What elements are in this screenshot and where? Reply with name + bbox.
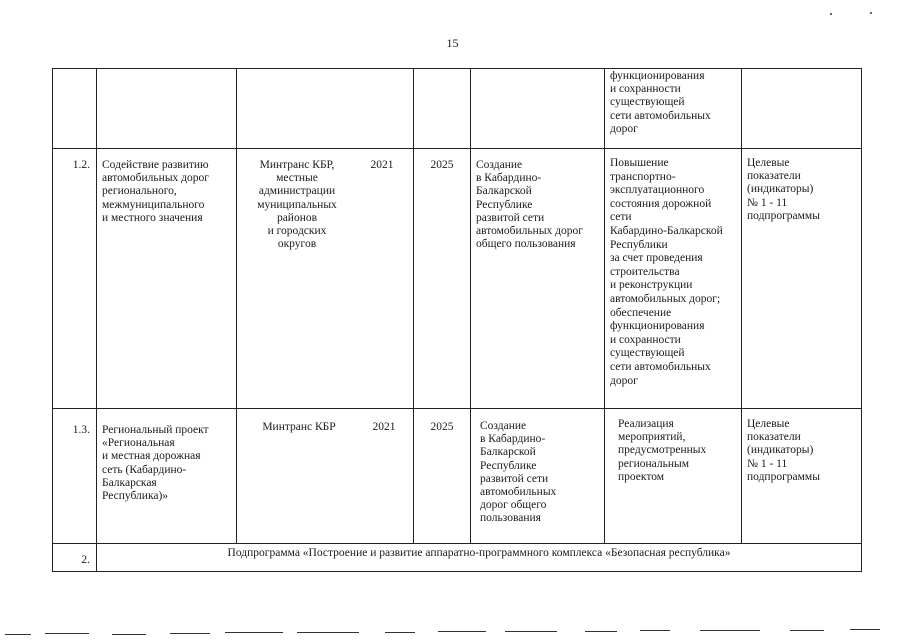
scan-edge-mark (5, 634, 31, 635)
scan-edge-mark (585, 631, 617, 632)
table-border-bottom (52, 571, 862, 572)
program-table (52, 68, 862, 572)
scan-edge-mark (700, 630, 760, 631)
scan-edge-mark (385, 632, 415, 633)
scan-edge-mark (790, 630, 824, 631)
executor-cell: Минтранс КБР, местные администрации муниципальных районов и городских округов (257, 159, 337, 251)
indicators-cell: Целевые показатели (индикаторы) № 1 - 11 подпрограммы (747, 418, 820, 483)
start-year-cell: 2021 (372, 421, 396, 433)
row-number: 1.3. (72, 424, 90, 436)
scan-edge-mark (170, 633, 210, 634)
event-cell: Содействие развитию автомобильных дорог регионального, межмуниципального и местного значения (102, 159, 209, 224)
row-number: 1.2. (72, 159, 90, 171)
table-border-left (52, 68, 53, 572)
column-divider (741, 68, 742, 544)
executor-cell: Минтранс КБР (262, 421, 336, 433)
scan-edge-mark (45, 633, 89, 634)
scan-speck (870, 12, 872, 14)
end-year-cell: 2025 (430, 159, 454, 171)
end-year-cell: 2025 (430, 421, 454, 433)
scan-edge-mark (640, 630, 670, 631)
connection-cell: Реализация мероприятий, предусмотренных региональным проектом (618, 418, 707, 483)
scan-edge-mark (505, 631, 557, 632)
column-divider (413, 68, 414, 544)
scan-edge-mark (438, 631, 486, 632)
result-cell: Создание в Кабардино- Балкарской Республике развитой сети автомобильных дорог общего пользования (480, 420, 557, 525)
row-number: 2. (81, 554, 90, 566)
start-year-cell: 2021 (370, 159, 394, 171)
indicators-cell: Целевые показатели (индикаторы) № 1 - 11 подпрограммы (747, 157, 820, 222)
subprogram-title: Подпрограмма «Построение и развитие аппаратно-программного комплекса «Безопасная республика» (227, 547, 731, 559)
table-border-right (861, 68, 862, 572)
result-cell: Создание в Кабардино- Балкарской Республике развитой сети автомобильных дорог общего пользования (476, 159, 583, 251)
column-divider (604, 68, 605, 544)
scan-edge-mark (850, 629, 880, 630)
column-divider (96, 68, 97, 572)
connection-cell: Повышение транспортно- эксплуатационного состояния дорожной сети Кабардино-Балкарской Республики за счет проведения строительства и реконструкции автомобильных дорог; обеспечение функционирования и сохранности существующей сети автомобильных дорог (610, 157, 723, 387)
page-number: 15 (446, 36, 459, 50)
scan-edge-mark (225, 632, 283, 633)
scan-edge-mark (297, 632, 359, 633)
column-divider (470, 68, 471, 544)
scan-speck (830, 13, 832, 15)
column-divider (236, 68, 237, 544)
scan-edge-mark (112, 634, 146, 635)
event-cell: Региональный проект «Региональная и местная дорожная сеть (Кабардино- Балкарская Республика)» (102, 424, 209, 503)
connection-cell: функционирования и сохранности существующей сети автомобильных дорог (610, 70, 711, 135)
